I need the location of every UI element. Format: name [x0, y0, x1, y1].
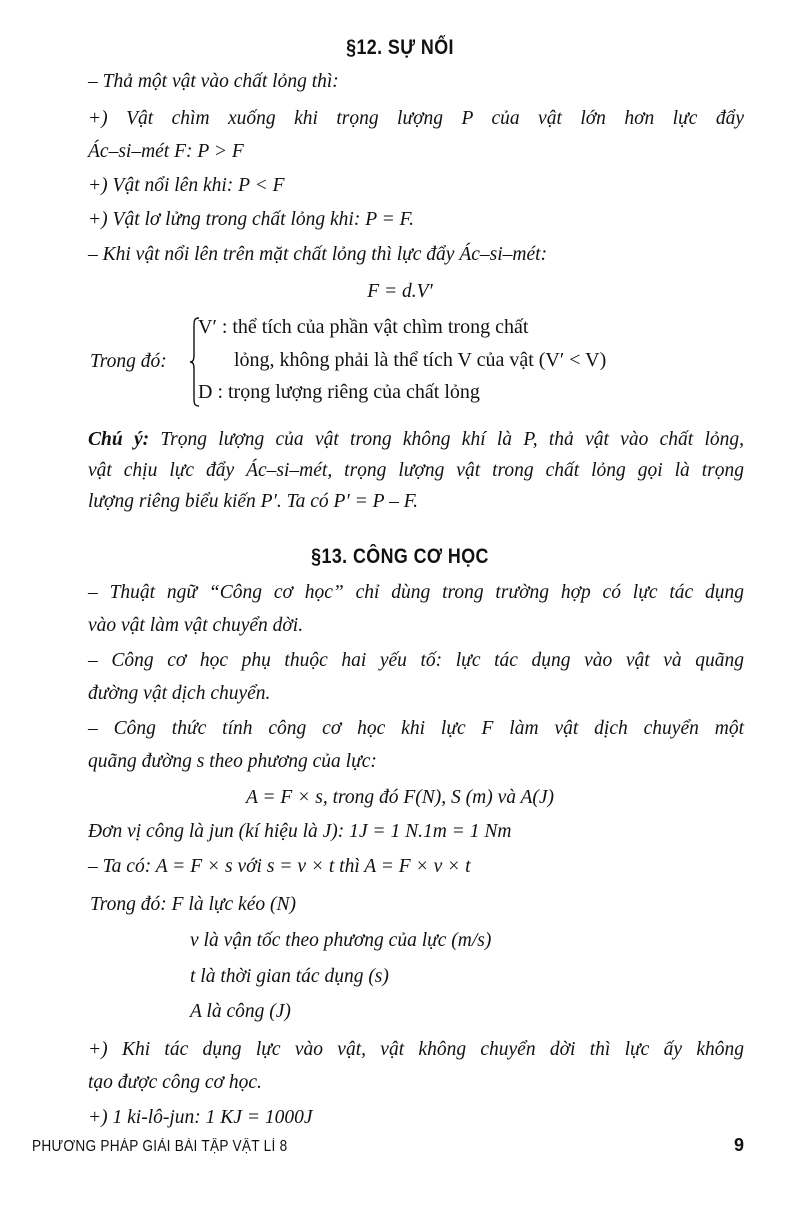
s12-note-line-1	[88, 428, 744, 452]
s13-line-3: – Công cơ học phụ thuộc hai yếu tố: lực tác dụng vào vật và quãng	[88, 650, 744, 671]
definition-v-line-1: V′ : thể tích của phần vật chìm trong chất	[198, 316, 529, 338]
s13-where-t: t là thời gian tác dụng (s)	[190, 966, 389, 987]
s12-line-2: +) Vật chìm xuống khi trọng lượng P của vật lớn hơn lực đẩy	[88, 108, 744, 129]
s12-line-6: – Khi vật nổi lên trên mặt chất lỏng thì lực đẩy Ác–si–mét:	[88, 244, 548, 265]
s13-tail-1: +) Khi tác dụng lực vào vật, vật không chuyển dời thì lực ấy không	[88, 1039, 744, 1060]
s12-line-1: – Thả một vật vào chất lỏng thì:	[88, 71, 339, 92]
note-label: Chú ý:	[88, 429, 150, 450]
page-number: 9	[733, 1135, 744, 1155]
s13-where-a: A là công (J)	[190, 1001, 291, 1022]
note-text-1: Trọng lượng của vật trong không khí là P, thả vật vào chất lỏng,	[160, 429, 744, 450]
s12-formula: F = d.V′	[367, 281, 433, 302]
s12-line-3: Ác–si–mét F: P > F	[88, 141, 244, 162]
s12-definitions-block	[190, 313, 670, 409]
footer-book-title: PHƯƠNG PHÁP GIẢI BÀI TẬP VẬT LÍ 8	[32, 1138, 288, 1155]
s13-line-4: đường vật dịch chuyển.	[88, 683, 271, 704]
section-12-title: §12. SỰ NỔI	[346, 36, 454, 59]
s13-tail-3: +) 1 ki-lô-jun: 1 KJ = 1000J	[88, 1107, 313, 1128]
s13-where-v: v là vận tốc theo phương của lực (m/s)	[190, 930, 492, 951]
s12-definitions-label: Trong đó:	[90, 351, 167, 372]
s12-line-5: +) Vật lơ lửng trong chất lỏng khi: P = F.	[88, 209, 414, 230]
s12-note-line-3: lượng riêng biểu kiến P′. Ta có P′ = P – F.	[88, 491, 418, 512]
s13-line-1: – Thuật ngữ “Công cơ học” chỉ dùng trong trường hợp có lực tác dụng	[88, 582, 744, 603]
s12-line-4: +) Vật nổi lên khi: P < F	[88, 175, 285, 196]
s13-where-label: Trong đó: F là lực kéo (N)	[90, 894, 296, 915]
s13-tail-2: tạo được công cơ học.	[88, 1072, 262, 1093]
s13-line-5: – Công thức tính công cơ học khi lực F làm vật dịch chuyển một	[88, 718, 744, 739]
s13-unit-line: Đơn vị công là jun (kí hiệu là J): 1J = 1 N.1m = 1 Nm	[88, 821, 512, 842]
definition-d-line: D : trọng lượng riêng của chất lỏng	[198, 381, 480, 403]
definition-v-line-2: lỏng, không phải là thể tích V của vật (V′ < V)	[234, 349, 607, 371]
s13-line-2: vào vật làm vật chuyển dời.	[88, 615, 304, 636]
s13-derive-line: – Ta có: A = F × s với s = v × t thì A = F × v × t	[88, 856, 471, 877]
s13-line-6: quãng đường s theo phương của lực:	[88, 751, 377, 772]
s12-note-line-2: vật chịu lực đẩy Ác–si–mét, trọng lượng vật trong chất lỏng gọi là trọng	[88, 460, 744, 481]
section-13-title: §13. CÔNG CƠ HỌC	[311, 545, 489, 568]
s13-formula: A = F × s, trong đó F(N), S (m) và A(J)	[245, 787, 555, 808]
